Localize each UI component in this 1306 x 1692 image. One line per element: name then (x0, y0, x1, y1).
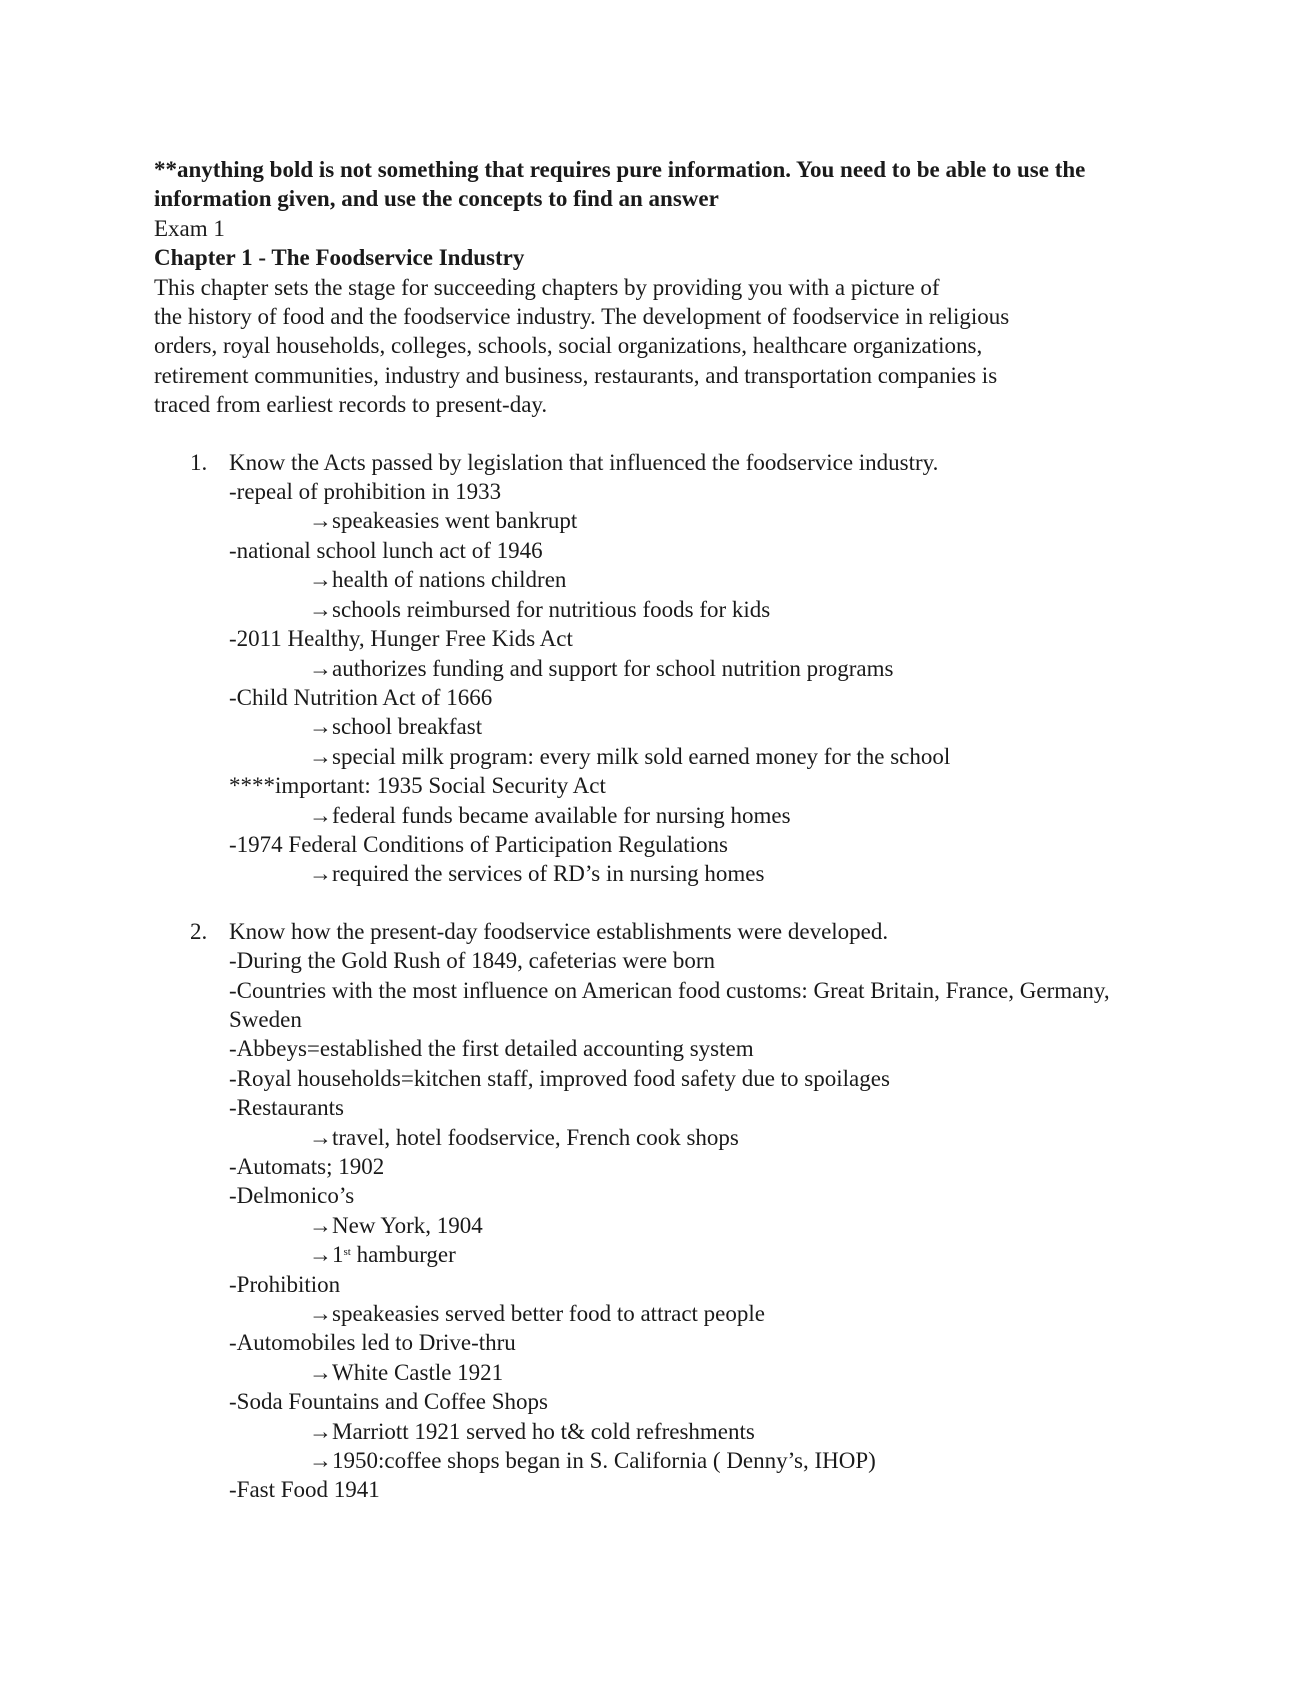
list-item-heading: Know how the present-day foodservice establishments were developed. (229, 918, 889, 944)
list-item-heading: Know the Acts passed by legislation that influenced the foodservice industry. (229, 449, 939, 475)
bold-note: **anything bold is not something that requires pure information. You need to be able to use the information given, and use the concepts to find an answer (154, 157, 1086, 212)
list-subline: →White Castle 1921 (309, 1359, 504, 1385)
list-line: -Automobiles led to Drive-thru (229, 1330, 516, 1356)
intro-line: traced from earliest records to present-day. (154, 392, 548, 418)
list-subline: →school breakfast (309, 714, 483, 740)
list-subline (229, 1240, 1154, 1269)
list-line: -Restaurants (229, 1095, 344, 1121)
list-item-1 (154, 448, 1154, 889)
list-subline: →authorizes funding and support for school nutrition programs (309, 655, 894, 681)
list-line: -Prohibition (229, 1271, 341, 1297)
list-subline: →speakeasies served better food to attract people (309, 1301, 765, 1327)
document-body (154, 155, 1154, 1505)
chapter-intro (154, 273, 1154, 420)
list-line: -Delmonico’s (229, 1183, 355, 1209)
list-line: ****important: 1935 Social Security Act (229, 773, 606, 799)
list-subline: →travel, hotel foodservice, French cook shops (309, 1124, 739, 1150)
list-line: -national school lunch act of 1946 (229, 537, 543, 563)
list-subline: →New York, 1904 (309, 1212, 483, 1238)
list-line: -Soda Fountains and Coffee Shops (229, 1389, 549, 1415)
intro-line: This chapter sets the stage for succeeding chapters by providing you with a picture of (154, 274, 940, 300)
list-subline: →1950:coffee shops began in S. California ( Denny’s, IHOP) (309, 1448, 876, 1474)
list-item-2 (154, 917, 1154, 1505)
list-number: 1. (190, 449, 208, 475)
list-subline: →speakeasies went bankrupt (309, 508, 578, 534)
hamburger-prefix: →1 (309, 1242, 344, 1268)
list-line: -Automats; 1902 (229, 1154, 385, 1179)
list-subline: →federal funds became available for nursing homes (309, 802, 791, 828)
hamburger-text: hamburger (350, 1242, 456, 1268)
list-number: 2. (190, 918, 208, 944)
list-line: -Fast Food 1941 (229, 1477, 380, 1503)
chapter-title: Chapter 1 - The Foodservice Industry (154, 245, 525, 271)
list-subline: →required the services of RD’s in nursing homes (309, 861, 765, 887)
exam-label: Exam 1 (154, 215, 225, 241)
list-line: -repeal of prohibition in 1933 (229, 479, 502, 505)
list-line: -Countries with the most influence on American food customs: Great Britain, France, Germany, Sweden (229, 977, 1110, 1032)
list-line: -During the Gold Rush of 1849, cafeterias were born (229, 948, 716, 974)
ordinal-suffix: st (343, 1246, 351, 1259)
intro-line: the history of food and the foodservice industry. The development of foodservice in religious (154, 304, 1010, 330)
list-line: -2011 Healthy, Hunger Free Kids Act (229, 626, 573, 652)
list-line: -1974 Federal Conditions of Participation Regulations (229, 831, 728, 857)
list-line: -Child Nutrition Act of 1666 (229, 684, 493, 710)
list-line: -Abbeys=established the first detailed accounting system (229, 1036, 754, 1062)
list-subline: →Marriott 1921 served ho t& cold refreshments (309, 1418, 755, 1444)
intro-line: orders, royal households, colleges, schools, social organizations, healthcare organizations, (154, 333, 983, 359)
list-subline: →health of nations children (309, 567, 567, 593)
list-subline: →schools reimbursed for nutritious foods for kids (309, 596, 771, 622)
list-line: -Royal households=kitchen staff, improved food safety due to spoilages (229, 1065, 890, 1091)
list-subline: →special milk program: every milk sold earned money for the school (309, 743, 951, 769)
intro-line: retirement communities, industry and business, restaurants, and transportation companies is (154, 362, 998, 388)
